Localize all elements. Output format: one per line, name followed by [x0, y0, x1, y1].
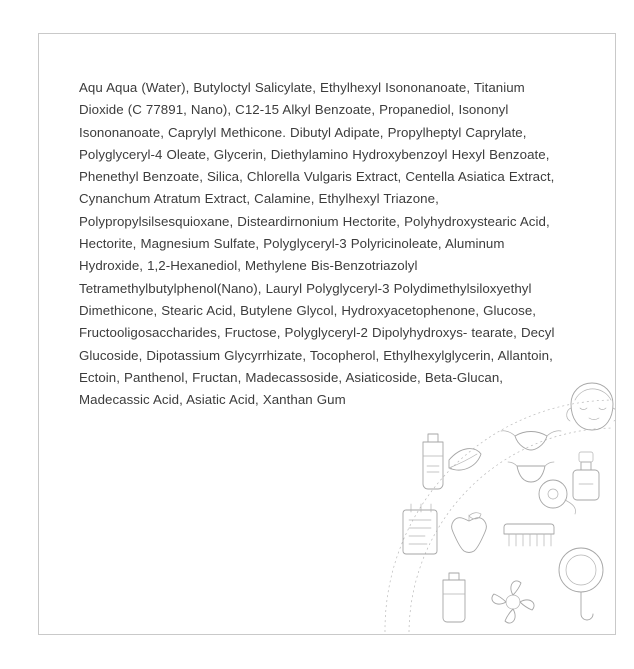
apple-icon [452, 513, 487, 553]
cream-bottle-icon [423, 434, 443, 489]
bikini-swimsuit-icon [501, 431, 561, 482]
ingredients-card [38, 33, 616, 635]
flower-icon [492, 581, 534, 623]
leaf-icon [449, 449, 481, 470]
comb-icon [504, 524, 554, 546]
lotion-tube-icon [443, 573, 465, 622]
hand-mirror-icon [559, 548, 603, 620]
perfume-bottle-icon [573, 452, 599, 500]
ingredients-paragraph: Aqu Aqua (Water), Butyloctyl Salicylate, Ethylhexyl Isononanoate, Titanium Dioxide (C 77891, Nano), C12-15 Alkyl Benzoate, Propanediol, Isononyl Isononanoate, Caprylyl Methicone. Dibutyl Adipate, Propylheptyl Caprylate, Polyglyceryl-4 Oleate, Glycerin, Diethylamino Hydroxybenzoyl Hexyl Benzoate, Phenethyl Benzoate, Silica, Chlorella Vulgaris Extract, Centella Asiatica Extract, Cynanchum Atratum Extract, Calamine, Ethylhexyl Triazone, Polypropylsilsesquioxane, Disteardirnonium Hectorite, Polyhydroxystearic Acid, Hectorite, Magnesium Sulfate, Polyglyceryl-3 Polyricinoleate, Aluminum Hydroxide, 1,2-Hexanediol, Methylene Bis-Benzotriazolyl Tetramethylbutylphenol(Nano), Lauryl Polyglyceryl-3 Polydimethylsiloxyethyl Dimethicone, Stearic Acid, Butylene Glycol, Hydroxyacetophenone, Glucose, Fructooligosaccharides, Fructose, Polyglyceryl-2 Dipolyhydroxys- tearate, Decyl Glucoside, Dipotassium Glycyrrhizate, Tocopherol, Ethylhexylglycerin, Allantoin, Ectoin, Panthenol, Fructan, Madecassoside, Asiaticoside, Beta-Glucan, Madecassic Acid, Asiatic Acid, Xanthan Gum [79, 80, 559, 408]
measuring-tape-icon [539, 480, 576, 514]
diet-notebook-icon [403, 504, 437, 554]
beauty-line-art-collage [375, 374, 615, 634]
woman-face-icon [567, 383, 615, 430]
